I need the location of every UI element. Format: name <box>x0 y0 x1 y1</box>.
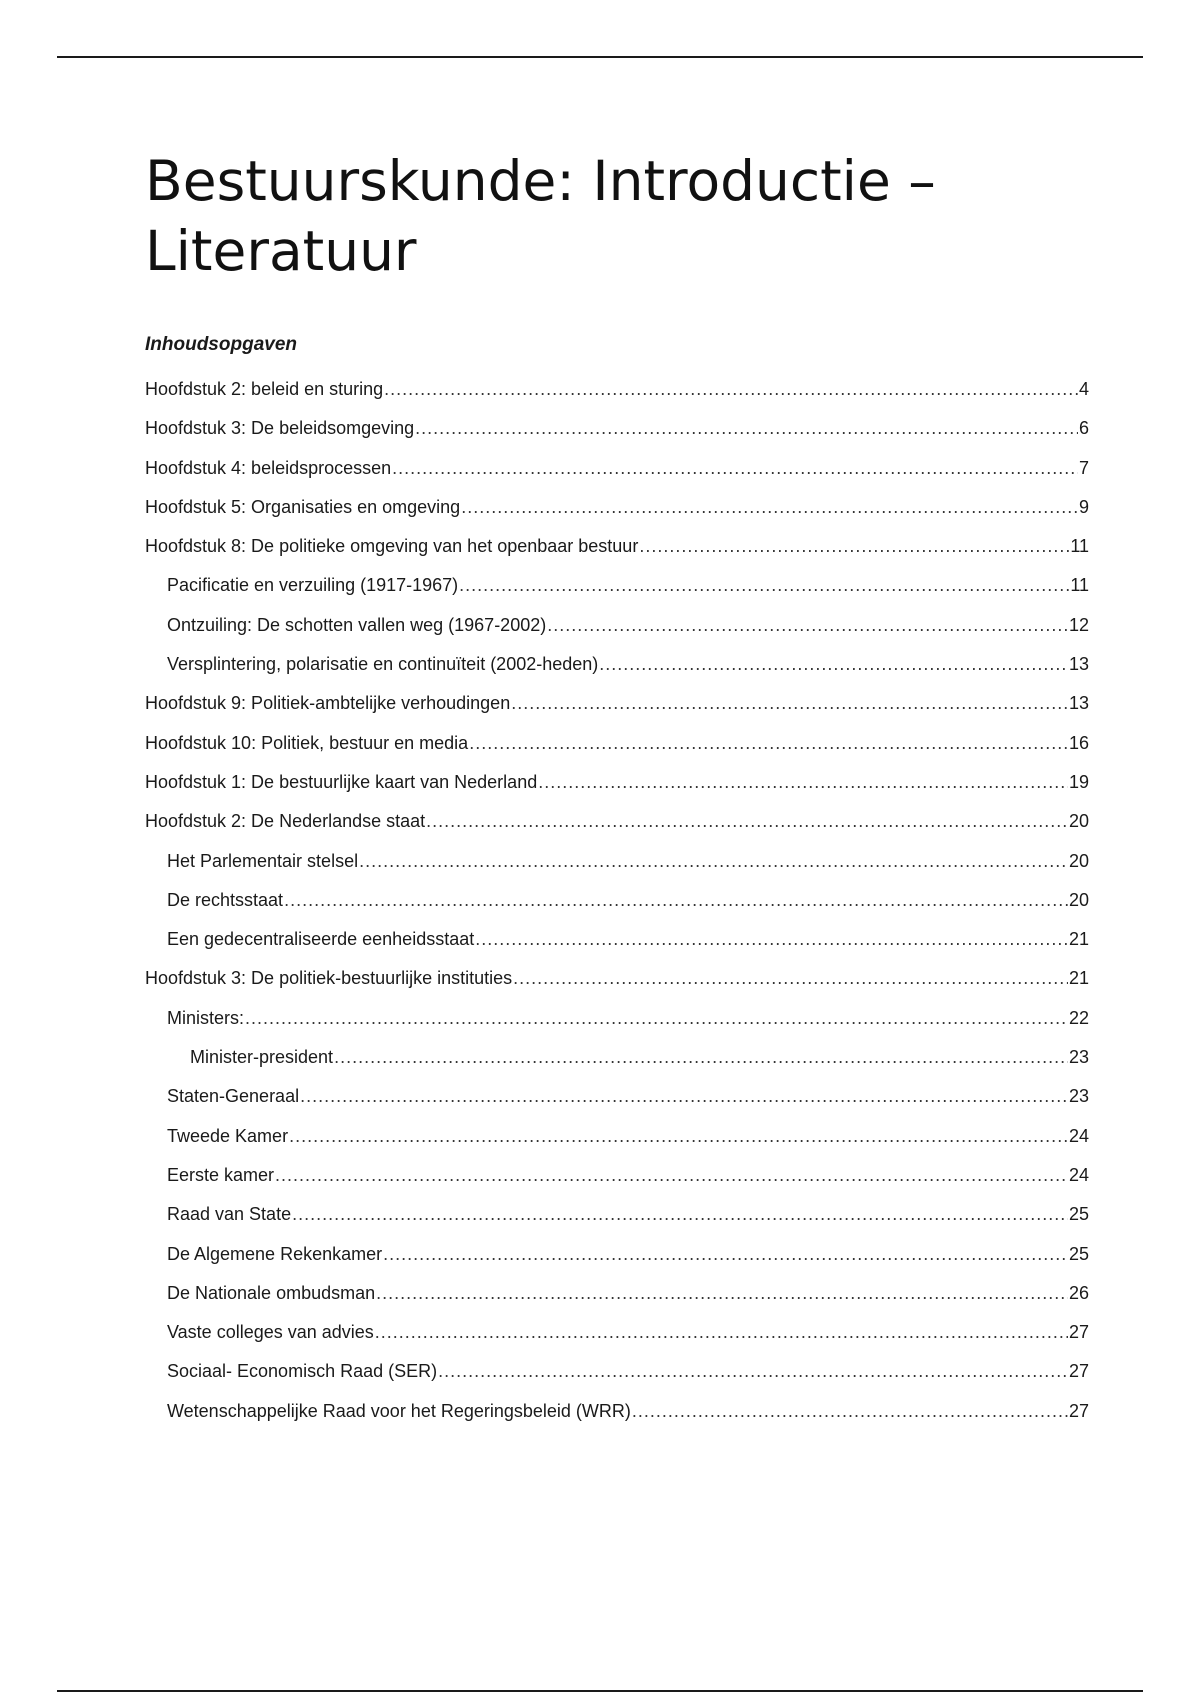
toc-entry-page-number: 6 <box>1078 418 1089 439</box>
toc-entry-label: Hoofdstuk 3: De politiek-bestuurlijke instituties <box>145 968 513 989</box>
toc-entry-label: De Nationale ombudsman <box>167 1282 376 1303</box>
toc-entry-label: Hoofdstuk 9: Politiek-ambtelijke verhoudingen <box>145 693 511 714</box>
toc-dot-leader <box>292 1204 1068 1225</box>
toc-dot-leader <box>599 654 1068 675</box>
toc-entry-label: Hoofdstuk 2: De Nederlandse staat <box>145 811 426 832</box>
toc-entry-page-number: 9 <box>1078 496 1089 517</box>
toc-dot-leader <box>461 497 1078 518</box>
toc-dot-leader <box>334 1047 1068 1068</box>
toc-entry-label: Pacificatie en verzuiling (1917-1967) <box>167 575 459 596</box>
toc-dot-leader <box>375 1322 1068 1343</box>
toc-entry-label: Minister-president <box>190 1047 334 1068</box>
toc-entry-page-number: 11 <box>1070 536 1089 557</box>
document-title: Bestuurskunde: Introductie – Literatuur <box>145 149 936 283</box>
toc-dot-leader <box>547 615 1068 636</box>
toc-entry-label: Raad van State <box>167 1204 292 1225</box>
toc-entry[interactable] <box>145 851 1089 890</box>
footer-rule <box>57 1690 1143 1692</box>
toc-entry-label: Hoofdstuk 10: Politiek, bestuur en media <box>145 732 469 753</box>
toc-entry-label: Ontzuiling: De schotten vallen weg (1967-2002) <box>167 614 547 635</box>
toc-entry[interactable] <box>145 615 1089 654</box>
toc-entry-page-number: 25 <box>1068 1204 1089 1225</box>
toc-entry-label: Hoofdstuk 5: Organisaties en omgeving <box>145 496 461 517</box>
toc-entry[interactable] <box>145 1283 1089 1322</box>
toc-entry[interactable] <box>145 1204 1089 1243</box>
toc-dot-leader <box>245 1008 1068 1029</box>
toc-entry-page-number: 25 <box>1068 1243 1089 1264</box>
toc-dot-leader <box>639 536 1069 557</box>
toc-entry-label: Staten-Generaal <box>167 1086 300 1107</box>
toc-entry[interactable] <box>145 811 1089 850</box>
toc-heading: Inhoudsopgaven <box>145 334 297 355</box>
toc-dot-leader <box>392 458 1078 479</box>
toc-entry-page-number: 23 <box>1068 1047 1089 1068</box>
toc-entry[interactable] <box>145 497 1089 536</box>
toc-entry-label: Versplintering, polarisatie en continuïteit (2002-heden) <box>167 654 599 675</box>
toc-entry[interactable] <box>145 968 1089 1007</box>
toc-entry-page-number: 13 <box>1068 654 1089 675</box>
toc-dot-leader <box>459 575 1069 596</box>
toc-entry[interactable] <box>145 693 1089 732</box>
toc-entry-page-number: 20 <box>1068 811 1089 832</box>
toc-entry-page-number: 21 <box>1068 929 1089 950</box>
toc-entry-label: Hoofdstuk 8: De politieke omgeving van het openbaar bestuur <box>145 536 639 557</box>
toc-entry-label: Wetenschappelijke Raad voor het Regeringsbeleid (WRR) <box>167 1400 631 1421</box>
toc-entry-page-number: 24 <box>1068 1125 1089 1146</box>
toc-entry-label: Sociaal- Economisch Raad (SER) <box>167 1361 438 1382</box>
toc-entry-page-number: 23 <box>1068 1086 1089 1107</box>
toc-dot-leader <box>426 811 1068 832</box>
toc-entry[interactable] <box>145 890 1089 929</box>
toc-entry-label: Vaste colleges van advies <box>167 1322 374 1343</box>
toc-entry-page-number: 24 <box>1068 1164 1089 1185</box>
table-of-contents <box>145 379 1089 1440</box>
toc-entry[interactable] <box>145 929 1089 968</box>
toc-entry-page-number: 7 <box>1078 457 1089 478</box>
toc-entry[interactable] <box>145 733 1089 772</box>
toc-entry-label: Hoofdstuk 2: beleid en sturing <box>145 379 384 399</box>
toc-entry[interactable] <box>145 1126 1089 1165</box>
toc-entry[interactable] <box>145 575 1089 614</box>
toc-entry-page-number: 27 <box>1068 1361 1089 1382</box>
toc-dot-leader <box>469 733 1068 754</box>
toc-dot-leader <box>632 1401 1068 1422</box>
toc-entry-page-number: 26 <box>1068 1282 1089 1303</box>
toc-dot-leader <box>284 890 1068 911</box>
toc-entry-page-number: 13 <box>1068 693 1089 714</box>
toc-entry-page-number: 27 <box>1068 1400 1089 1421</box>
toc-entry-label: Eerste kamer <box>167 1164 275 1185</box>
header-rule <box>57 56 1143 58</box>
toc-entry[interactable] <box>145 1008 1089 1047</box>
toc-entry-label: Ministers: <box>167 1007 245 1028</box>
toc-dot-leader <box>538 772 1068 793</box>
toc-entry[interactable] <box>145 1361 1089 1400</box>
toc-entry-page-number: 4 <box>1078 379 1089 399</box>
toc-entry-label: Hoofdstuk 3: De beleidsomgeving <box>145 418 415 439</box>
toc-entry[interactable] <box>145 1047 1089 1086</box>
toc-entry-label: Hoofdstuk 4: beleidsprocessen <box>145 457 392 478</box>
toc-dot-leader <box>275 1165 1068 1186</box>
toc-entry[interactable] <box>145 1244 1089 1283</box>
toc-dot-leader <box>359 851 1068 872</box>
toc-entry-page-number: 20 <box>1068 889 1089 910</box>
toc-entry-label: Tweede Kamer <box>167 1125 289 1146</box>
toc-dot-leader <box>383 1244 1068 1265</box>
toc-entry-page-number: 19 <box>1068 771 1089 792</box>
toc-dot-leader <box>384 379 1078 400</box>
toc-entry[interactable] <box>145 458 1089 497</box>
toc-dot-leader <box>376 1283 1068 1304</box>
toc-entry-page-number: 21 <box>1068 968 1089 989</box>
toc-entry-page-number: 20 <box>1068 850 1089 871</box>
toc-entry-page-number: 27 <box>1068 1322 1089 1343</box>
toc-entry[interactable] <box>145 654 1089 693</box>
toc-entry[interactable] <box>145 1165 1089 1204</box>
toc-entry-page-number: 22 <box>1068 1007 1089 1028</box>
toc-entry-label: Hoofdstuk 1: De bestuurlijke kaart van Nederland <box>145 771 538 792</box>
toc-entry-label: De rechtsstaat <box>167 889 284 910</box>
toc-dot-leader <box>475 929 1068 950</box>
toc-entry-label: Het Parlementair stelsel <box>167 850 359 871</box>
toc-entry[interactable] <box>145 772 1089 811</box>
toc-entry-label: De Algemene Rekenkamer <box>167 1243 383 1264</box>
toc-dot-leader <box>511 693 1068 714</box>
toc-dot-leader <box>438 1361 1068 1382</box>
toc-entry-page-number: 16 <box>1068 732 1089 753</box>
toc-entry[interactable] <box>145 1086 1089 1125</box>
toc-entry[interactable] <box>145 418 1089 457</box>
toc-dot-leader <box>300 1086 1068 1107</box>
toc-dot-leader <box>513 968 1068 989</box>
toc-entry[interactable] <box>145 379 1089 418</box>
toc-entry[interactable] <box>145 1322 1089 1361</box>
toc-entry[interactable] <box>145 1401 1089 1440</box>
toc-dot-leader <box>289 1126 1068 1147</box>
toc-entry[interactable] <box>145 536 1089 575</box>
toc-entry-page-number: 11 <box>1070 575 1089 596</box>
toc-entry-page-number: 12 <box>1068 614 1089 635</box>
toc-entry-label: Een gedecentraliseerde eenheidsstaat <box>167 929 475 950</box>
toc-dot-leader <box>415 418 1078 439</box>
